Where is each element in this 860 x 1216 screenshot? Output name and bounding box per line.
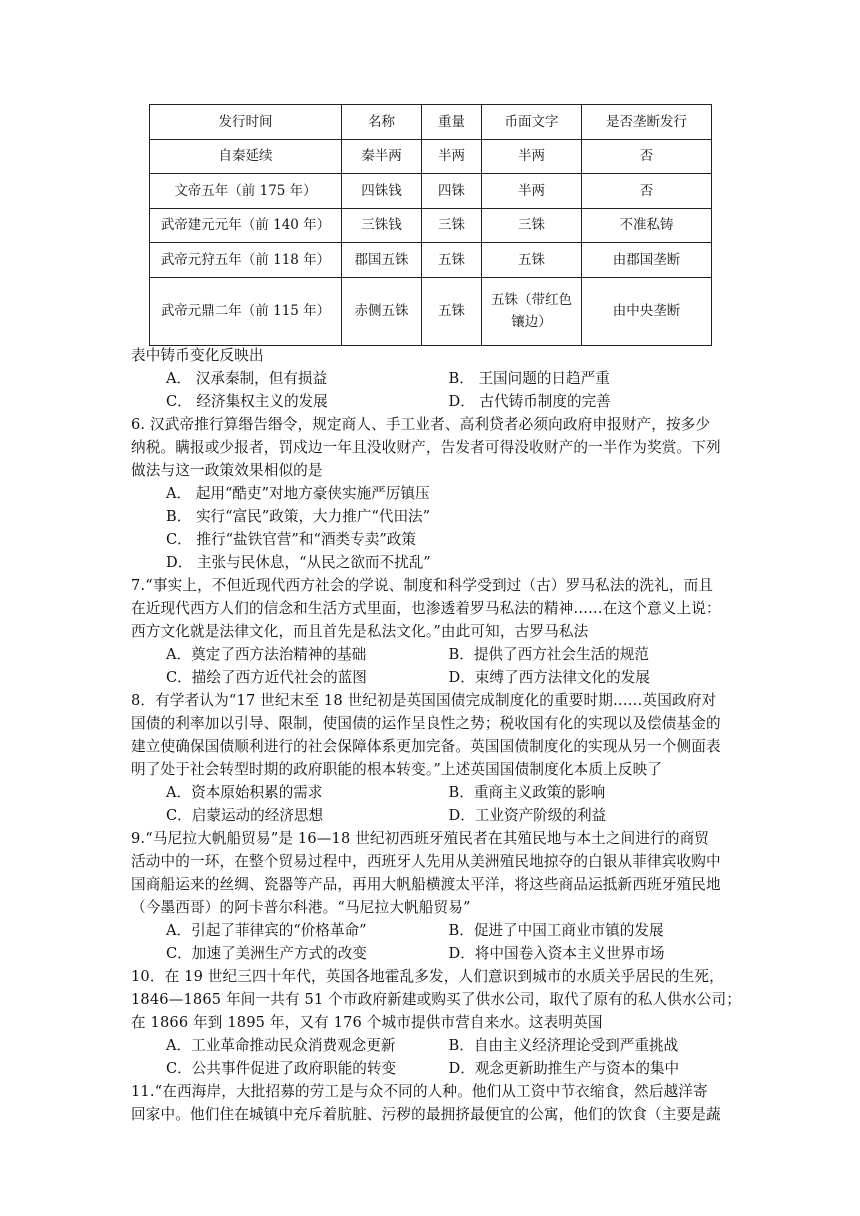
table-cell-line: 五铢（带红色 — [491, 292, 572, 308]
option-c[interactable]: C． 经济集权主义的发展 — [166, 393, 328, 410]
table-cell: 自秦延续 — [150, 139, 342, 174]
table-cell: 三铢钱 — [342, 208, 422, 243]
option-a[interactable]: A．资本原始积累的需求 — [166, 784, 323, 801]
question-10 — [131, 965, 742, 1080]
table-cell: 秦半两 — [342, 139, 422, 174]
option-b[interactable]: B． 实行“富民”政策，大力推广“代田法” — [166, 508, 431, 525]
option-d[interactable]: D． 古代铸币制度的完善 — [448, 393, 611, 410]
question-stem-line: 1846—1865 年间一共有 51 个市政府新建或购买了供水公司，取代了原有的私人供水公司； — [131, 991, 742, 1008]
table-row — [150, 243, 712, 278]
question-stem-line: 国债的利率加以引导、限制，使国债的运作呈良性之势；税收国有化的实现以及偿债基金的 — [131, 715, 721, 732]
option-d[interactable]: D．束缚了西方法律文化的发展 — [448, 669, 650, 686]
table-cell: 四铢钱 — [342, 174, 422, 209]
question-stem-line: 做法与这一政策效果相似的是 — [131, 462, 323, 479]
table-cell: 文帝五年（前 175 年） — [150, 174, 342, 209]
option-b[interactable]: B．重商主义政策的影响 — [448, 784, 606, 801]
option-b[interactable]: B．促进了中国工商业市镇的发展 — [448, 922, 664, 939]
question-stem-line: 10．在 19 世纪三四十年代，英国各地霍乱多发，人们意识到城市的水质关乎居民的生死， — [131, 968, 724, 985]
table-row — [150, 174, 712, 209]
table-cell: 武帝元狩五年（前 118 年） — [150, 243, 342, 278]
table-cell: 半两 — [482, 139, 582, 174]
option-c[interactable]: C．公共事件促进了政府职能的转变 — [166, 1060, 397, 1077]
table-cell: 三铢 — [482, 208, 582, 243]
question-stem-line: 8．有学者认为“17 世纪末至 18 世纪初是英国国债完成制度化的重要时期……英国政府对 — [131, 692, 717, 709]
table-row — [150, 208, 712, 243]
table-cell: 半两 — [422, 139, 482, 174]
table-cell: 五铢 — [422, 243, 482, 278]
question-6 — [131, 413, 731, 574]
table-cell: 由中央垄断 — [582, 277, 712, 345]
table-header: 重量 — [422, 105, 482, 140]
table-cell — [482, 277, 582, 345]
table-header-row — [150, 105, 712, 140]
table-cell: 否 — [582, 174, 712, 209]
table-cell: 半两 — [482, 174, 582, 209]
option-a[interactable]: A． 汉承秦制，但有损益 — [166, 370, 328, 387]
question-7 — [131, 574, 731, 689]
table-cell: 郡国五铢 — [342, 243, 422, 278]
table-row — [150, 139, 712, 174]
table-header: 名称 — [342, 105, 422, 140]
question-8 — [131, 689, 731, 827]
question-stem-line: 明了处于社会转型时期的政府职能的根本转变。”上述英国国债制度化本质上反映了 — [131, 761, 663, 778]
table-row — [150, 277, 712, 345]
option-d[interactable]: D．观念更新助推生产与资本的集中 — [448, 1060, 680, 1077]
option-d[interactable]: D． 主张与民休息，“从民之欲而不扰乱” — [166, 554, 431, 571]
table-cell: 五铢 — [422, 277, 482, 345]
table-cell: 不准私铸 — [582, 208, 712, 243]
table-header: 发行时间 — [150, 105, 342, 140]
table-cell: 四铢 — [422, 174, 482, 209]
question-stem-line: 在 1866 年到 1895 年，又有 176 个城市提供市营自来水。这表明英国 — [131, 1014, 603, 1031]
table-header: 币面文字 — [482, 105, 582, 140]
question-stem: 表中铸币变化反映出 — [131, 347, 264, 364]
question-stem-line: 纳税。瞒报或少报者，罚戍边一年且没收财产，告发者可得没收财产的一半作为奖赏。下列 — [131, 439, 721, 456]
question-stem-line: 回家中。他们住在城镇中充斥着肮脏、污秽的最拥挤最便宜的公寓，他们的饮食（主要是蔬 — [131, 1106, 721, 1123]
option-a[interactable]: A．奠定了西方法治精神的基础 — [166, 646, 367, 663]
question-stem-line: 7.“事实上，不但近现代西方社会的学说、制度和科学受到过（古）罗马私法的洗礼，而且 — [131, 577, 714, 594]
question-stem-line: 建立使确保国债顺利进行的社会保障体系更加完备。英国国债制度化的实现从另一个侧面表 — [131, 738, 721, 755]
question-stem-line: 在近现代西方人们的信念和生活方式里面，也渗透着罗马私法的精神……在这个意义上说： — [131, 600, 721, 617]
question-stem-line: （今墨西哥）的阿卡普尔科港。“马尼拉大帆船贸易” — [131, 899, 471, 916]
question-stem-line: 6. 汉武帝推行算缗告缗令，规定商人、手工业者、高利贷者必须向政府申报财产，按多少 — [131, 416, 711, 433]
question-list — [131, 344, 742, 1126]
table-cell-line: 镶边） — [511, 314, 552, 330]
table-cell: 武帝建元元年（前 140 年） — [150, 208, 342, 243]
table-header: 是否垄断发行 — [582, 105, 712, 140]
question-11 — [131, 1080, 731, 1126]
table-cell: 武帝元鼎二年（前 115 年） — [150, 277, 342, 345]
table-cell: 赤侧五铢 — [342, 277, 422, 345]
option-d[interactable]: D．将中国卷入资本主义世界市场 — [448, 945, 665, 962]
option-b[interactable]: B．自由主义经济理论受到严重挑战 — [448, 1037, 679, 1054]
table-cell: 五铢 — [482, 243, 582, 278]
option-c[interactable]: C．描绘了西方近代社会的蓝图 — [166, 669, 367, 686]
question-stem-line: 活动中的一环，在整个贸易过程中，西班牙人先用从美洲殖民地掠夺的白银从菲律宾收购中 — [131, 853, 721, 870]
question-stem-line: 11.“在西海岸，大批招募的劳工是与众不同的人种。他们从工资中节衣缩食，然后越洋寄 — [131, 1083, 708, 1100]
question-5 — [131, 344, 731, 413]
option-c[interactable]: C．启蒙运动的经济思想 — [166, 807, 324, 824]
table-cell: 否 — [582, 139, 712, 174]
table-cell: 由郡国垄断 — [582, 243, 712, 278]
option-c[interactable]: C．加速了美洲生产方式的改变 — [166, 945, 367, 962]
option-a[interactable]: A． 起用“酷吏”对地方豪侠实施严厉镇压 — [166, 485, 430, 502]
table-cell: 三铢 — [422, 208, 482, 243]
coin-table — [149, 104, 712, 346]
option-a[interactable]: A．引起了菲律宾的“价格革命” — [166, 922, 367, 939]
option-b[interactable]: B． 王国问题的日趋严重 — [448, 370, 610, 387]
option-b[interactable]: B．提供了西方社会生活的规范 — [448, 646, 649, 663]
option-a[interactable]: A．工业革命推动民众消费观念更新 — [166, 1037, 396, 1054]
option-d[interactable]: D．工业资产阶级的利益 — [448, 807, 607, 824]
question-stem-line: 西方文化就是法律文化，而且首先是私法文化。”由此可知，古罗马私法 — [131, 623, 589, 640]
option-c[interactable]: C． 推行“盐铁官营”和“酒类专卖”政策 — [166, 531, 416, 548]
question-stem-line: 国商船运来的丝绸、瓷器等产品，再用大帆船横渡太平洋，将这些商品运抵新西班牙殖民地 — [131, 876, 721, 893]
question-stem-line: 9.“马尼拉大帆船贸易”是 16—18 世纪初西班牙殖民者在其殖民地与本土之间进行的商贸 — [131, 830, 710, 847]
question-9 — [131, 827, 731, 965]
